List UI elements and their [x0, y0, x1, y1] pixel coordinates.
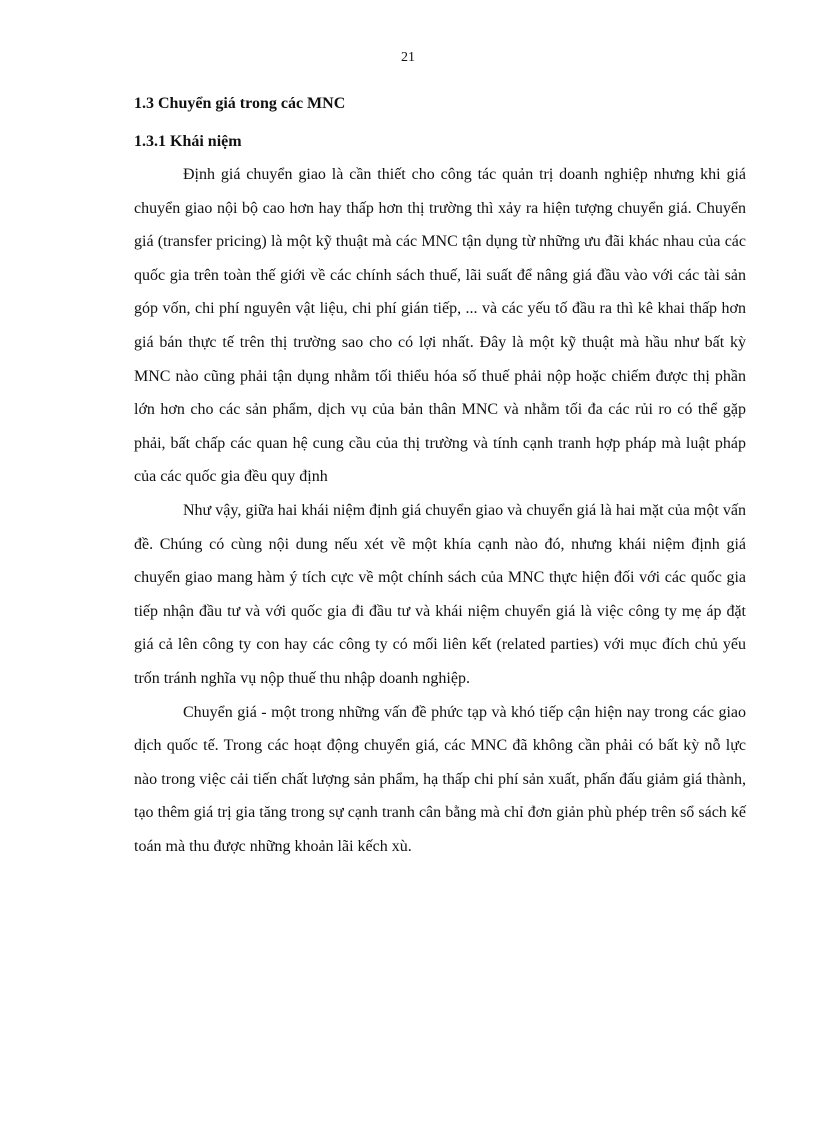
paragraph-3: Chuyển giá - một trong những vấn đề phức tạp và khó tiếp cận hiện nay trong các giao dịch quốc tế. Trong các hoạt động chuyển giá, các MNC đã không cần phải có bất kỳ nỗ lực nào trong việc cải tiến chất lượng sản phẩm, hạ thấp chi phí sản xuất, phấn đấu giảm giá thành, tạo thêm giá trị gia tăng trong sự cạnh tranh cân bằng mà chỉ đơn giản phù phép trên sổ sách kế toán mà thu được những khoản lãi kếch xù. [134, 703, 746, 855]
subsection-heading: 1.3.1 Khái niệm [134, 133, 242, 150]
page-number: 21 [401, 50, 415, 65]
paragraph-1: Định giá chuyển giao là cần thiết cho công tác quản trị doanh nghiệp nhưng khi giá chuyển giao nội bộ cao hơn hay thấp hơn thị trường thì xảy ra hiện tượng chuyển giá. Chuyển giá (transfer pricing) là một kỹ thuật mà các MNC tận dụng từ những ưu đãi khác nhau của các quốc gia trên toàn thế giới về các chính sách thuế, lãi suất để nâng giá đầu vào với các tài sản góp vốn, chi phí nguyên vật liệu, chi phí gián tiếp, ... và các yếu tố đầu ra thì kê khai thấp hơn giá bán thực tế trên thị trường sao cho có lợi nhất. Đây là một kỹ thuật mà hầu như bất kỳ MNC nào cũng phải tận dụng nhằm tối thiểu hóa số thuế phải nộp hoặc chiếm được thị phần lớn hơn cho các sản phẩm, dịch vụ của bản thân MNC và nhằm tối đa các rủi ro có thể gặp phải, bất chấp các quan hệ cung cầu của thị trường và tính cạnh tranh hợp pháp mà luật pháp của các quốc gia đều quy định [134, 166, 746, 486]
paragraph-2: Như vậy, giữa hai khái niệm định giá chuyển giao và chuyển giá là hai mặt của một vấn đề. Chúng có cùng nội dung nếu xét về một khía cạnh nào đó, nhưng khái niệm định giá chuyển giao mang hàm ý tích cực về một chính sách của MNC thực hiện đối với các quốc gia tiếp nhận đầu tư và với quốc gia đi đầu tư và khái niệm chuyển giá là việc công ty mẹ áp đặt giá cả lên công ty con hay các công ty có mối liên kết (related parties) với mục đích chủ yếu trốn tránh nghĩa vụ nộp thuế thu nhập doanh nghiệp. [134, 501, 746, 687]
section-heading: 1.3 Chuyển giá trong các MNC [134, 95, 346, 112]
page-content [134, 94, 746, 863]
